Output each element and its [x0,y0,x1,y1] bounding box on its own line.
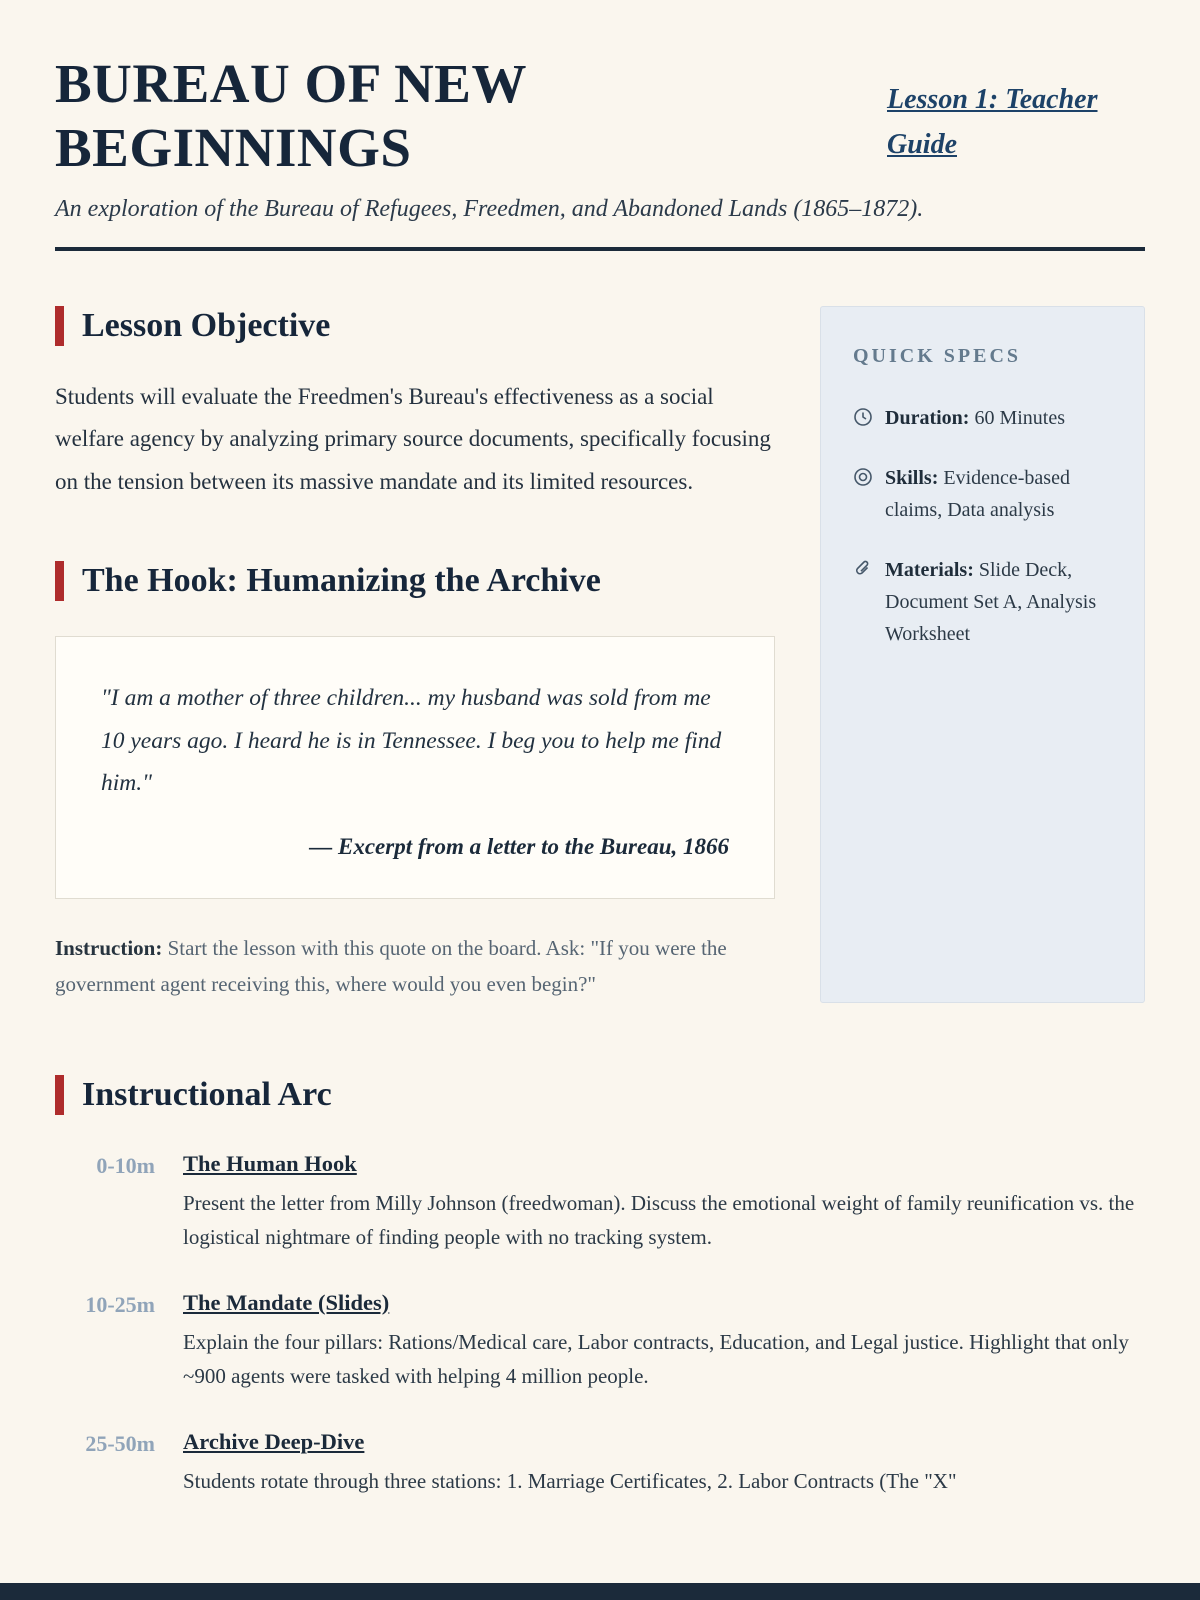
spec-label: Materials: [885,558,974,581]
objective-heading: Lesson Objective [82,306,331,344]
step-description: Students rotate through three stations: 1. Marriage Certificates, 2. Labor Contracts (The "X" [183,1468,957,1493]
step-body [183,1151,1145,1254]
page-header [55,52,1145,251]
quick-specs-heading: QUICK SPECS [853,344,1022,367]
clock-icon [853,402,873,434]
step-description: Present the letter from Milly Johnson (freedwoman). Discuss the emotional weight of family reunification vs. the logistical nightmare of finding people with no tracking system. [183,1190,1135,1249]
quote-attribution: — Excerpt from a letter to the Bureau, 1866 [309,834,729,860]
quote-box [55,636,775,899]
step-body [183,1290,1145,1393]
step-time: 0-10m [96,1152,155,1178]
arc-step [55,1151,1145,1254]
content-grid [55,306,1145,1003]
list-item [853,462,1112,526]
page-subtitle: An exploration of the Bureau of Refugees, Freedmen, and Abandoned Lands (1865–1872). [55,195,924,222]
instruction-label: Instruction: [55,936,163,961]
quick-specs-panel [820,306,1145,1003]
step-description: Explain the four pillars: Rations/Medical care, Labor contracts, Education, and Legal justice. Highlight that only ~900 agents were tasked with helping 4 million people. [183,1329,1129,1388]
arc-heading: Instructional Arc [82,1075,332,1113]
step-time: 25-50m [85,1430,155,1456]
teacher-guide-link[interactable]: Lesson 1: Teacher Guide [887,84,1098,160]
arc-step [55,1290,1145,1393]
materials-icon [853,554,873,650]
objective-text: Students will evaluate the Freedmen's Bureau's effectiveness as a social welfare agency by analyzing primary source documents, specifically focusing on the tension between its massive mandate and its limited resources. [55,383,771,494]
spec-value: Slide Deck, Document Set A, Analysis Worksheet [885,558,1097,645]
step-title: The Mandate (Slides) [183,1289,390,1315]
spec-label: Duration: [885,406,970,429]
lesson-objective-section [55,306,775,504]
skills-icon [853,462,873,526]
instruction-text: Start the lesson with this quote on the board. Ask: "If you were the government agent receiving this, where would you even begin?" [55,936,727,996]
instruction-paragraph [55,931,750,1002]
instructional-arc-section [55,1075,1145,1498]
arc-step [55,1429,1145,1498]
spec-label: Skills: [885,466,939,489]
footer-bar [0,1583,1200,1600]
list-item [853,554,1112,650]
step-title: The Human Hook [183,1150,357,1176]
list-item [853,402,1112,434]
spec-value: Evidence-based claims, Data analysis [885,466,1070,521]
step-time: 10-25m [85,1291,155,1317]
quick-specs-list [853,402,1112,650]
hook-section [55,561,775,1002]
spec-value: 60 Minutes [974,406,1066,429]
page-title: BUREAU OF NEW BEGINNINGS [55,53,526,178]
hook-heading: The Hook: Humanizing the Archive [82,562,601,600]
heading-accent-bar [55,1075,64,1115]
step-body [183,1429,957,1498]
header-divider [55,247,1145,251]
quote-text: "I am a mother of three children... my husband was sold from me 10 years ago. I heard he is in Tennessee. I beg you to help me find him." [101,685,722,796]
main-column [55,306,775,1003]
heading-accent-bar [55,561,64,601]
step-title: Archive Deep-Dive [183,1428,365,1454]
heading-accent-bar [55,306,64,346]
